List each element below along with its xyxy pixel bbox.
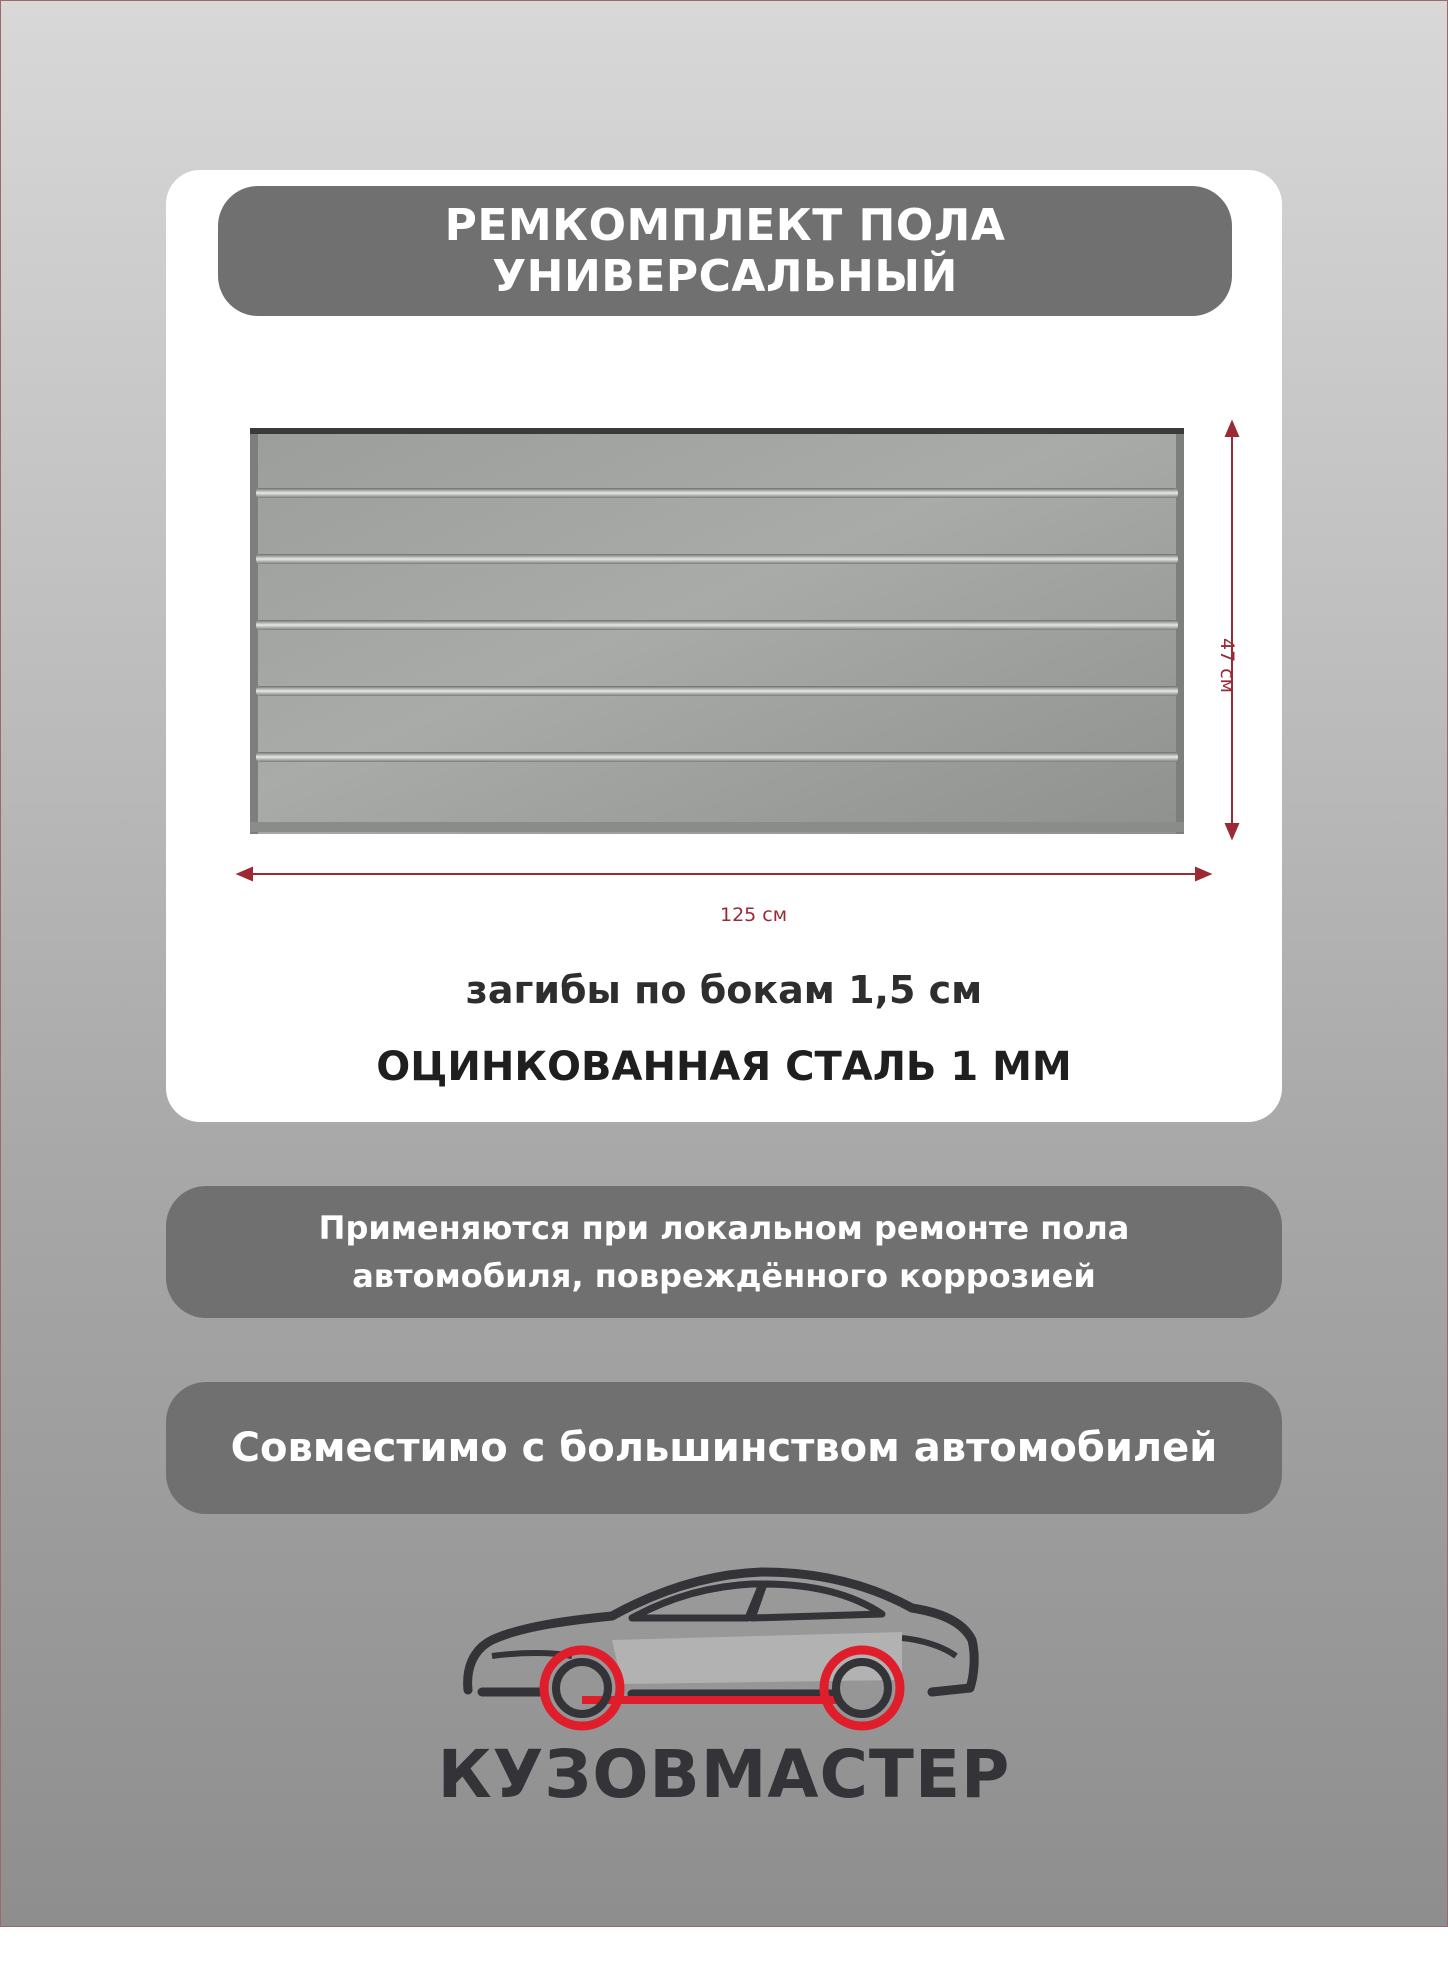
brand-name: КУЗОВМАСТЕР xyxy=(437,1736,1011,1813)
height-dimension-label: 47 см xyxy=(1216,638,1238,693)
compatibility-info: Совместимо с большинством автомобилей xyxy=(166,1382,1282,1514)
usage-info: Применяются при локальном ремонте пола автомобиля, повреждённого коррозией xyxy=(166,1186,1282,1318)
width-dimension-label: 125 см xyxy=(720,904,788,926)
product-title: РЕМКОМПЛЕКТ ПОЛА УНИВЕРСАЛЬНЫЙ xyxy=(218,186,1232,316)
bends-spec: загибы по бокам 1,5 см xyxy=(465,968,983,1012)
material-spec: ОЦИНКОВАННАЯ СТАЛЬ 1 ММ xyxy=(376,1044,1072,1090)
car-logo-icon xyxy=(462,1560,982,1740)
